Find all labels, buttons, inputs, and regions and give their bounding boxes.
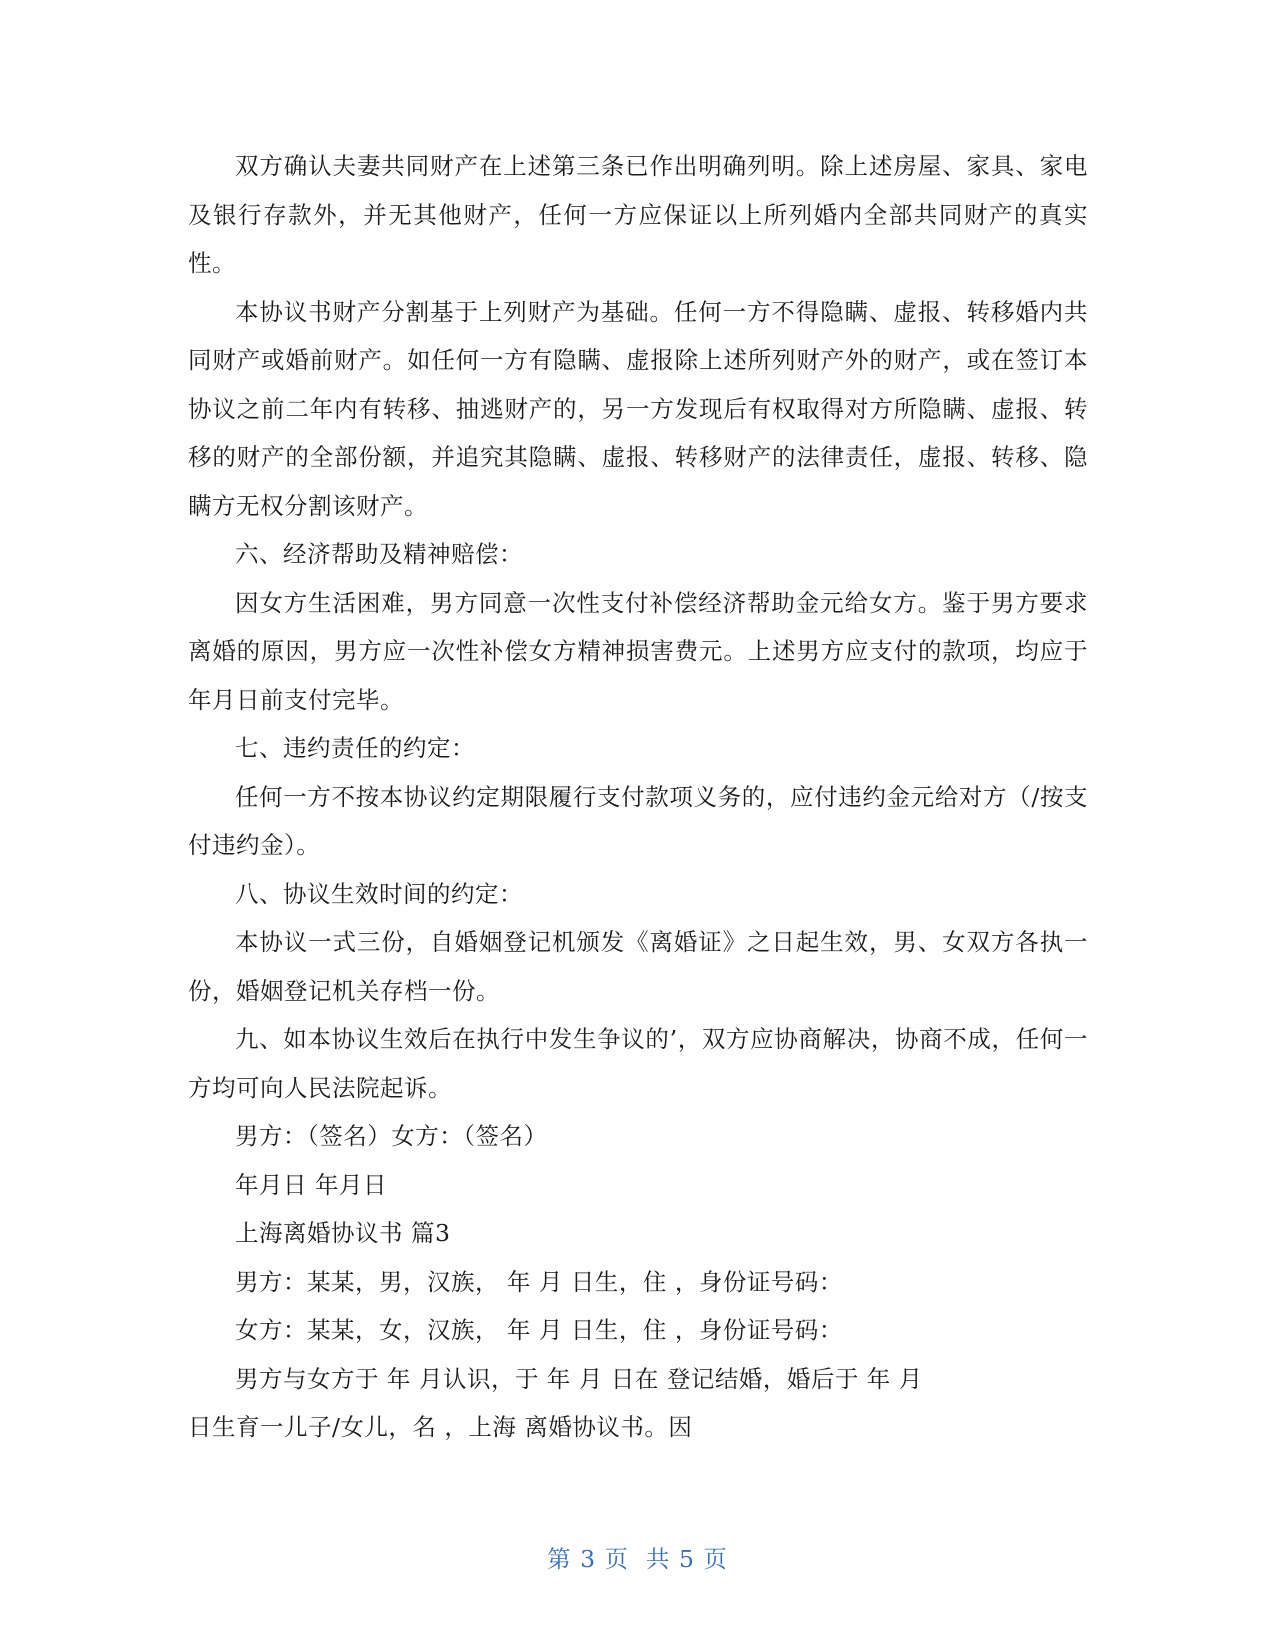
paragraph-property-confirmation: 双方确认夫妻共同财产在上述第三条已作出明确列明。除上述房屋、家具、家电及银行存款外，并无其他财产，任何一方应保证以上所列婚内全部共同财产的真实性。: [188, 152, 1088, 277]
signature-line: 男方：（签名）女方：（签名）: [235, 1122, 548, 1150]
footer-total-pages: 5: [678, 1545, 695, 1573]
paragraph-effective-time: 本协议一式三份，自婚姻登记机颁发《离婚证》之日起生效，男、女双方各执一份，婚姻登记机关存档一份。: [188, 928, 1088, 1005]
section-heading-6: 六、经济帮助及精神赔偿：: [235, 540, 523, 568]
footer-middle: 页 共: [604, 1545, 671, 1573]
marriage-history: 男方与女方于 年 月认识，于 年 月 日在 登记结婚，婚后于 年 月: [235, 1364, 923, 1393]
paragraph-economic-help: 因女方生活困难，男方同意一次性支付补偿经济帮助金元给女方。鉴于男方要求离婚的原因，男方应一次性补偿女方精神损害费元。上述男方应支付的款项，均应于年月日前支付完毕。: [188, 588, 1088, 714]
footer-prefix: 第: [547, 1545, 572, 1573]
paragraph-breach-liability: 任何一方不按本协议约定期限履行支付款项义务的，应付违约金元给对方（/按支付违约金）。: [188, 782, 1088, 859]
footer-suffix: 页: [703, 1545, 728, 1573]
footer-page-number: 3: [580, 1545, 597, 1573]
page-footer: [0, 1540, 1275, 1574]
paragraph-property-division: 本协议书财产分割基于上列财产为基础。任何一方不得隐瞒、虚报、转移婚内共同财产或婚前财产。如任何一方有隐瞒、虚报除上述所列财产外的财产，或在签订本协议之前二年内有转移、抽逃财产的，另一方发现后有权取得对方所隐瞒、虚报、转移的财产的全部份额，并追究其隐瞒、虚报、转移财产的法律责任，虚报、转移、隐瞒方无权分割该财产。: [188, 297, 1088, 520]
female-party-info: 女方：某某，女，汉族， 年 月 日生，住 ，身份证号码：: [235, 1316, 843, 1344]
paragraph-dispute: 九、如本协议生效后在执行中发生争议的’，双方应协商解决，协商不成，任何一方均可向人民法院起诉。: [188, 1025, 1088, 1102]
date-line: 年月日 年月日: [235, 1170, 387, 1199]
marriage-history-continued: 日生育一儿子/女儿，名 ，上海 离婚协议书。因: [188, 1413, 693, 1441]
section-heading-8: 八、协议生效时间的约定：: [235, 879, 523, 908]
document-title-part3: 上海离婚协议书 篇3: [235, 1219, 451, 1247]
document-body: [188, 142, 1088, 1452]
section-heading-7: 七、违约责任的约定：: [235, 734, 475, 762]
male-party-info: 男方：某某，男，汉族， 年 月 日生，住 ，身份证号码：: [235, 1267, 843, 1296]
